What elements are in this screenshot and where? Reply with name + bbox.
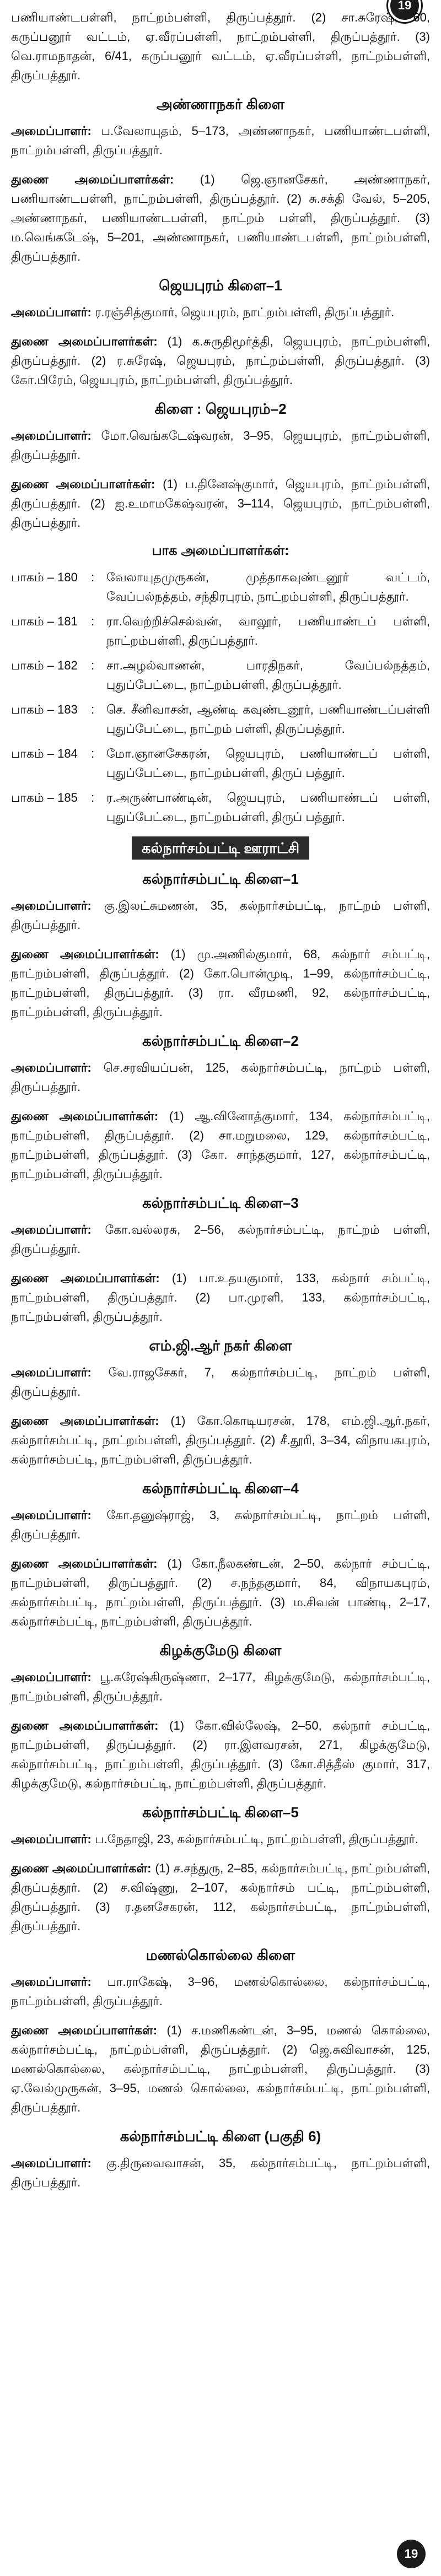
member-entry (11, 1106, 430, 1184)
page-number-badge-top: 19 (388, 0, 421, 22)
role-label: அமைப்பாளர்: (11, 1670, 92, 1684)
ward-number: பாகம் – 181 (11, 614, 78, 628)
member-entry (11, 944, 430, 1022)
member-details: (1) ஜெ.ஞானசேகர், அண்ணாநகர், பணியாண்டபள்ளி, நாட்றம்பள்ளி, திருப்பத்தூர். (2) சு.சக்தி வேல், 5–205, அண்ணாநகர், பணியாண்டபள்ளி, நாட்றம் பள்ளி, திருப்பத்தூர். (3) ம.வெங்கடேஷ், 5–201, அண்ணாநகர், பணியாண்டபள்ளி, நாட்றம்பள்ளி, திருப்பத்தூர். (11, 172, 430, 263)
member-details: கு.திருவைவாசன், 35, கல்நார்சம்பட்டி, நாட்றம்பள்ளி, திருப்பத்தூர். (11, 2156, 430, 2189)
ward-number: பாகம் – 185 (11, 791, 78, 804)
member-details: கோ.வல்லரசு, 2–56, கல்நார்சம்பட்டி, நாட்றம் பள்ளி, திருப்பத்தூர். (11, 1223, 430, 1256)
ward-row (11, 612, 430, 650)
role-label: துணை அமைப்பாளர்கள்: (11, 477, 155, 491)
role-label: அமைப்பாளர்: (11, 1508, 92, 1522)
ward-number: பாகம் – 180 (11, 570, 78, 584)
role-label: துணை அமைப்பாளர்கள்: (11, 172, 174, 186)
member-details: (1) க.சுருதிமூர்த்தி, ஜெயபுரம், நாட்றம்பள்ளி, திருப்பத்தூர். (2) ர.சுரேஷ், ஜெயபுரம், நாட்றம்பள்ளி, திருப்பத்தூர். (3) கோ.பிரேம், ஜெயபுரம், நாட்றம்பள்ளி, திருப்பத்தூர். (11, 334, 430, 387)
member-details: (1) பா.உதயகுமார், 133, கல்நார் சம்பட்டி, நாட்றம்பள்ளி, திருப்பத்தூர். (2) பா.முரளி, 133, கல்நார்சம்பட்டி, நாட்றம்பள்ளி, திருப்பத்தூர். (11, 1271, 430, 1324)
ward-row (11, 568, 430, 606)
ward-number: பாகம் – 184 (11, 747, 78, 760)
member-entry (11, 1363, 430, 1401)
role-label: அமைப்பாளர்: (11, 305, 92, 319)
member-details: ர.ரஞ்சித்குமார், ஜெயபுரம், நாட்றம்பள்ளி, திருப்பத்தூர். (91, 305, 395, 319)
branch-heading: ஜெயபுரம் கிளை–1 (159, 277, 282, 294)
branch-heading: கல்நார்சம்பட்டி கிளை–1 (142, 871, 299, 887)
ward-organizer: செ. சீனிவாசன், ஆண்டி கவுண்டனூர், பணியாண்டப்பள்ளி புதுப்பேட்டை, நாட்றம் பள்ளி, திருப்பத்தூர். (106, 703, 430, 736)
branch-heading: மணல்கொல்லை கிளை (146, 1947, 295, 1963)
member-details: (1) கோ.நீலகண்டன், 2–50, கல்நார் சம்பட்டி, நாட்றம்பள்ளி, திருப்பத்தூர். (2) ச.நந்தகுமார், 84, விநாயகபுரம், கல்நார்சம்பட்டி, நாட்றம்பள்ளி, திருப்பத்தூர். (3) ம.சிவன் பாண்டி, 2–17, கல்நார்சம்பட்டி, நாட்றம்பள்ளி, திருப்பத்தூர். (11, 1557, 430, 1628)
role-label: அமைப்பாளர்: (11, 1832, 92, 1846)
branch-heading: கிளை : ஜெயபுரம்–2 (154, 401, 287, 417)
role-label: துணை அமைப்பாளர்கள்: (11, 1414, 159, 1428)
member-details: (1) ச.மணிகண்டன், 3–95, மணல் கொல்லை, கல்நார்சம்பட்டி, நாட்றம்பள்ளி, திருப்பத்தூர். (2) ஜெ.சுவிவாசன், 125, மணல்கொல்லை, கல்நார்சம்பட்டி, நாட்றம்பள்ளி, திருப்பத்தூர். (3) ஏ.வேல்முருகன், 3–95, மணல் கொல்லை, கல்நார்சம்பட்டி, நாட்றம்பள்ளி, திருப்பத்தூர். (11, 2023, 430, 2114)
role-label: அமைப்பாளர்: (11, 1061, 92, 1074)
branch-heading: கிழக்குமேடு கிளை (159, 1642, 282, 1659)
member-details: பூ.சுரேஷ்கிருஷ்ணா, 2–177, கிழக்குமேடு, கல்நார்சம்பட்டி, நாட்றம்பள்ளி, திருப்பத்தூர். (11, 1670, 430, 1703)
role-label: துணை அமைப்பாளர்கள்: (11, 1861, 152, 1875)
member-details: (1) ச.சந்துரு, 2–85, கல்நார்சம்பட்டி, நாட்றம்பள்ளி, திருப்பத்தூர். (2) ச.விஷ்ணு, 2–107, கல்நார்சம் பட்டி, நாட்றம்பள்ளி, திருப்பத்தூர். (3) ர.தனசேகரன், 112, கல்நார்சம்பட்டி, நாட்றம்பள்ளி, திருப்பத்தூர். (11, 1861, 430, 1933)
branch-heading: கல்நார்சம்பட்டி கிளை–5 (142, 1804, 299, 1821)
role-label: அமைப்பாளர்: (11, 1365, 92, 1379)
branch-heading: கல்நார்சம்பட்டி கிளை–4 (142, 1480, 299, 1497)
member-details: (1) மு.அணில்குமார், 68, கல்நார் சம்பட்டி, நாட்றம்பள்ளி, திருப்பத்தூர். (2) கோ.பொன்முடி, 1–99, கல்நார்சம்பட்டி, நாட்றம்பள்ளி, திருப்பத்தூர். (3) ரா. வீரமணி, 92, கல்நார்சம்பட்டி, நாட்றம்பள்ளி, திருப்பத்தூர். (11, 947, 430, 1019)
member-details: மோ.வெங்கடேஷ்வரன், 3–95, ஜெயபுரம், நாட்றம்பள்ளி, திருப்பத்தூர். (11, 429, 430, 462)
ward-organizer: ர.அருண்பாண்டின், ஜெயபுரம், பணியாண்டப் பள்ளி, புதுப்பேட்டை, நாட்றம்பள்ளி, திருப் பத்தூர். (106, 791, 430, 824)
member-entry (11, 1829, 430, 1849)
member-entry (11, 303, 430, 322)
member-entry (11, 121, 430, 160)
member-entry (11, 1268, 430, 1326)
role-label: அமைப்பாளர்: (11, 2156, 92, 2170)
member-entry (11, 1220, 430, 1259)
ward-number: பாகம் – 182 (11, 658, 78, 672)
ward-number: பாகம் – 183 (11, 703, 78, 716)
member-details: (1) கோ.கொடியரசன், 178, எம்.ஜி.ஆர்.நகர், கல்நார்சம்பட்டி, நாட்றம்பள்ளி, திருப்பத்தூர். (2) சீ.தூரி, 3–34, விநாயகபுரம், கல்நார்சம்பட்டி, நாட்றம்பள்ளி, திருப்பத்தூர். (11, 1414, 430, 1466)
role-label: அமைப்பாளர்: (11, 124, 92, 138)
role-label: அமைப்பாளர்: (11, 429, 92, 442)
branch-heading: கல்நார்சம்பட்டி கிளை–3 (142, 1195, 299, 1211)
member-details: ப.வேலாயுதம், 5–173, அண்ணாநகர், பணியாண்டபள்ளி, நாட்றம்பள்ளி, திருப்பத்தூர். (11, 124, 430, 157)
role-label: துணை அமைப்பாளர்கள்: (11, 1271, 160, 1285)
ward-row (11, 700, 430, 738)
role-label: துணை அமைப்பாளர்கள்: (11, 1557, 158, 1570)
role-label: துணை அமைப்பாளர்கள்: (11, 334, 158, 348)
member-entry (11, 1716, 430, 1793)
member-details: (1) ஆ.வினோத்குமார், 134, கல்நார்சம்பட்டி, நாட்றம்பள்ளி, திருப்பத்தூர். (2) சா.மறுமலை, 129, கல்நார்சம்பட்டி, நாட்றம்பள்ளி, திருப்பத்தூர். (3) கோ. சாந்தகுமார், 127, கல்நார்சம்பட்டி, நாட்றம்பள்ளி, திருப்பத்தூர். (11, 1109, 431, 1181)
member-entry (11, 1859, 430, 1936)
ward-organizer: மோ.ஞானசேகரன், ஜெயபுரம், பணியாண்டப் பள்ளி, புதுப்பேட்டை, நாட்றம்பள்ளி, திருப் பத்தூர். (106, 747, 430, 780)
member-entry (11, 426, 430, 465)
role-label: அமைப்பாளர்: (11, 1975, 92, 1989)
ward-organizer: ரா.வெற்றிச்செல்வன், வாலூர், பணியாண்டப் பள்ளி, நாட்றம்பள்ளி, திருப்பத்தூர். (106, 614, 430, 647)
member-entry (11, 170, 430, 266)
role-label: துணை அமைப்பாளர்கள்: (11, 1109, 159, 1123)
ward-separator: : (91, 658, 95, 672)
member-details: கோ.தனுஷ்ராஜ், 3, கல்நார்சம்பட்டி, நாட்றம் பள்ளி, திருப்பத்தூர். (11, 1508, 430, 1541)
article-body (11, 8, 430, 2202)
ward-separator: : (91, 570, 95, 584)
ward-separator: : (91, 614, 95, 628)
member-entry (11, 1411, 430, 1469)
member-entry (11, 1667, 430, 1706)
panchayat-banner-label: கல்நார்சம்பட்டி ஊராட்சி (132, 836, 309, 860)
branch-heading: கல்நார்சம்பட்டி கிளை (பகுதி 6) (120, 2128, 321, 2145)
member-entry (11, 1554, 430, 1631)
role-label: அமைப்பாளர்: (11, 899, 92, 912)
paragraph: பணியாண்டபள்ளி, நாட்றம்பள்ளி, திருப்பத்தூர். (2) சா.சுரேஷ், 60, கருப்பனூர் வட்டம், ஏ.வீரப்பள்ளி, நாட்றம்பள்ளி, திருப்பத்தூர். (3) வெ.ராமநாதன், 6/41, கருப்பனூர் வட்டம், ஏ.வீரப்பள்ளி, நாட்றம்பள்ளி, திருப்பத்தூர். (11, 10, 430, 82)
member-entry (11, 1058, 430, 1097)
ward-separator: : (91, 791, 95, 804)
role-label: துணை அமைப்பாளர்கள்: (11, 1719, 159, 1732)
branch-heading: அண்ணாநகர் கிளை (156, 96, 285, 112)
panchayat-banner (11, 836, 430, 860)
section-subheading: பாக அமைப்பாளர்கள்: (152, 543, 289, 558)
ward-row (11, 788, 430, 827)
member-entry (11, 2021, 430, 2117)
member-details: ப.நேதாஜி, 23, கல்நார்சம்பட்டி, நாட்றம்பள்ளி, திருப்பத்தூர். (91, 1832, 419, 1846)
branch-heading: எம்.ஜி.ஆர் நகர் கிளை (149, 1337, 292, 1354)
ward-organizer: சா.அழல்வாணன், பாரதிநகர், வேப்பல்நத்தம், புதுப்பேட்டை, நாட்றம்பள்ளி, திருப்பத்தூர். (106, 658, 430, 692)
member-entry (11, 474, 430, 532)
member-details: கு.இலட்சுமணன், 35, கல்நார்சம்பட்டி, நாட்றம் பள்ளி, திருப்பத்தூர். (11, 899, 430, 932)
branch-heading: கல்நார்சம்பட்டி கிளை–2 (142, 1033, 299, 1049)
role-label: துணை அமைப்பாளர்கள்: (11, 947, 159, 961)
member-entry (11, 2153, 430, 2192)
member-details: (1) ப.தினேஷ்குமார், ஜெயபுரம், நாட்றம்பள்ளி, திருப்பத்தூர். (2) ஐ.உமாமகேஷ்வரன், 3–114, ஜெயபுரம், நாட்றம்பள்ளி, திருப்பத்தூர். (11, 477, 430, 530)
ward-separator: : (91, 747, 95, 760)
ward-organizer: வேலாயுதமுருகன், முத்தாகவுண்டனூர் வட்டம், வேப்பல்நத்தம், சந்திரபுரம், நாட்றம்பள்ளி, திருப்பத்தூர். (106, 570, 430, 603)
member-details: வே.ராஜசேகர், 7, கல்நார்சம்பட்டி, நாட்றம் பள்ளி, திருப்பத்தூர். (11, 1365, 430, 1398)
member-details: செ.சரவியப்பன், 125, கல்நார்சம்பட்டி, நாட்றம் பள்ளி, திருப்பத்தூர். (11, 1061, 430, 1094)
member-entry (11, 332, 430, 390)
role-label: அமைப்பாளர்: (11, 1223, 92, 1236)
member-entry (11, 896, 430, 935)
member-entry (11, 1972, 430, 2011)
member-entry (11, 1505, 430, 1544)
ward-separator: : (91, 703, 95, 716)
ward-row (11, 656, 430, 694)
ward-row (11, 744, 430, 782)
member-details: (1) கோ.வில்லேஷ், 2–50, கல்நார் சம்பட்டி, நாட்றம்பள்ளி, திருப்பத்தூர். (2) ரா.இளவரசன், 271, கிழக்குமேடு, கல்நார்சம்பட்டி, நாட்றம்பள்ளி, திருப்பத்தூர். (3) கோ.சித்தீஸ் குமார், 317, கிழக்குமேடு, கல்நார்சம்பட்டி, நாட்றம்பள்ளி, திருப்பத்தூர். (11, 1719, 430, 1790)
role-label: துணை அமைப்பாளர்கள்: (11, 2023, 158, 2037)
page-number-badge-bottom: 19 (397, 2540, 426, 2568)
member-details: பா.ராகேஷ், 3–96, மணல்கொல்லை, கல்நார்சம்பட்டி, நாட்றம்பள்ளி, திருப்பத்தூர். (11, 1975, 430, 2008)
